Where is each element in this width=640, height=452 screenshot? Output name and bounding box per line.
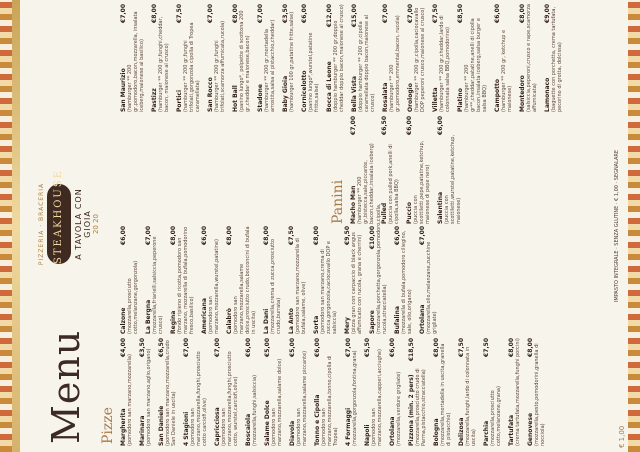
- menu-item: [158, 338, 177, 446]
- menu-item-row: [257, 4, 264, 112]
- menu-item-price: €8,50: [457, 4, 464, 23]
- menu-item-price: €7,50: [458, 338, 465, 357]
- menu-item-row: [381, 116, 388, 224]
- menu-item-description: (puccia con scottiletti,pepe,patatine,ketchup, maionese di pepe nero): [413, 140, 431, 224]
- menu-item-description: (hamburger ** 200 gr,funghi trifolati,scamorza affumicata,rucola): [214, 20, 226, 112]
- menu-item-price: €8,00: [508, 338, 515, 357]
- menu-item: [458, 338, 477, 446]
- menu-item: [301, 4, 320, 112]
- menu-item-name: Pizzona (min. 2 pers): [408, 374, 415, 446]
- menu-item-price: €8,00: [263, 226, 270, 245]
- menu-item-price: €6,00: [201, 226, 208, 245]
- menu-item: [245, 338, 258, 446]
- menu-item-price: €8,00: [519, 4, 526, 23]
- menu-item-description: (pomodoro san marzano,crema di zucca,gorgonzola,caciocavallo DOP e salsiccia): [320, 240, 338, 334]
- menu-item-price: €6,00: [314, 338, 321, 357]
- menu-item-description: (mozzarella,prosciutto cotto,melanzane,gorgonzola): [127, 260, 139, 334]
- menu-item-price: €7,00: [214, 338, 221, 357]
- column-burgers: [120, 4, 569, 112]
- menu-item-name: Stadone: [257, 84, 264, 112]
- menu-item-description: (mozzarella di bufala,pomodoro ciliegino, sale, olio,origano): [401, 230, 413, 334]
- menu-item: [201, 226, 220, 334]
- menu-item: [263, 226, 282, 334]
- menu-item-name: Platino: [457, 88, 464, 112]
- tile-border-bottom: [628, 0, 640, 452]
- menu-item: [264, 338, 283, 446]
- menu-item-name: Salentina: [437, 191, 444, 224]
- footer-note: IMPASTO INTEGRALE · SENZA GLUTINE · € 1,00 · SEGNALARE: [614, 149, 620, 303]
- menu-item-name: Montedoro: [519, 75, 526, 112]
- menu-item-price: €3,50: [139, 338, 146, 357]
- menu-item-name: Villetta: [432, 87, 439, 112]
- menu-item-description: (mozzarella,pesto,pomodorini,granella di nocciola): [534, 343, 546, 446]
- menu-item-name: San Rocco: [207, 77, 214, 112]
- menu-item-row: [183, 338, 190, 446]
- menu-item: [406, 116, 431, 224]
- menu-item-price: €9,50: [344, 226, 351, 245]
- menu-item: [544, 4, 563, 112]
- menu-item: [139, 338, 152, 446]
- gold-bar: [12, 0, 20, 452]
- menu-item-price: €6,00: [301, 4, 308, 23]
- menu-item-row: [158, 338, 165, 446]
- menu-item-description: (mozzarella,funghi,salsiccia): [252, 374, 258, 446]
- menu-item-description: (mozzarella,prosciutto crudo di Parma,pistacchio,stracciatella): [415, 368, 427, 446]
- menu-item-row: [494, 4, 501, 112]
- menu-item-row: [483, 338, 490, 446]
- menu-item-description: (pomodoro san marzano,mozzarella,salame dolce): [271, 358, 283, 446]
- menu-item-row: [508, 338, 515, 446]
- menu-item-price: €7,00: [419, 226, 426, 245]
- menu-item-price: €8,00: [151, 4, 158, 23]
- menu-item: [408, 338, 427, 446]
- menu-item-price: €7,00: [207, 4, 214, 23]
- menu-item: [288, 226, 307, 334]
- menu-item-price: €7,00: [407, 4, 414, 23]
- menu-item-description: (pomodoro san marzano,mozzarella,salame piccante): [296, 350, 308, 446]
- menu-item-price: €8,00: [433, 338, 440, 357]
- menu-item-name: Bologna: [433, 418, 440, 446]
- menu-item-description: (puccia con pulled pork,anelli di cipolla,salsa BBQ): [388, 144, 400, 224]
- menu-item: [519, 4, 538, 112]
- menu-item-price: €6,00: [437, 116, 444, 135]
- column-panini: [350, 116, 468, 224]
- menu-item-description: (hamburger ** 200 gr, ketchup e maionese): [501, 29, 513, 112]
- menu-item-name: Campotto: [494, 79, 501, 112]
- column-pizze-1: [120, 338, 552, 446]
- menu-item-description: (mozzarella,mortadella in uscita,granella di pistacchio): [440, 343, 452, 446]
- menu-item-name: 4 Formaggi: [345, 407, 352, 446]
- menu-item-price: €3,50: [282, 4, 289, 23]
- menu-item-description: (pomodoro san marzano,mozzarella,capperi,acciughe): [371, 349, 383, 446]
- menu-item-row: [433, 338, 440, 446]
- menu-item-description: (hamburger ** 200 gr**,cheddar,patatine,anelli di cipolla bacon,insalata iceberg,salsa burger e salsa BBQ): [464, 18, 488, 112]
- brand-name: STEAKHOUSE: [47, 184, 71, 264]
- menu-item-name: Ortolana: [419, 304, 426, 334]
- menu-item: [282, 4, 295, 112]
- menu-item-price: €8,00: [226, 226, 233, 245]
- menu-item-row: [226, 226, 233, 334]
- menu-item-description: (baguette con porchetta, crema tartufata, pecorino di grotta, dolcissa): [551, 6, 563, 112]
- brand-logo: [38, 168, 118, 274]
- menu-item-name: Bella Vista: [351, 76, 358, 112]
- menu-item: [432, 4, 451, 112]
- menu-item-row: [282, 4, 289, 112]
- menu-item: [508, 338, 521, 446]
- menu-item-name: Baby Gioia: [282, 75, 289, 112]
- menu-item-name: San Maurizio: [120, 68, 127, 112]
- menu-item-description: (hamburger ** 200 gr,funghi,cheddar, bacon, maionese al crusco): [158, 16, 170, 112]
- menu-item-price: €8,00: [313, 226, 320, 245]
- menu-item-row: [232, 4, 239, 112]
- menu-item: [120, 226, 139, 334]
- menu-item-description: (fondo ripieno di ricotta,pomodoro san marzano, mozzarella di bufala,pomodorino fresco,basilico): [177, 226, 195, 334]
- menu-item-price: €18,50: [408, 338, 415, 362]
- menu-item-description: (mozzarella,verdure grigliate): [396, 371, 402, 446]
- menu-item-name: Pastizz: [151, 88, 158, 112]
- menu-item: [407, 4, 426, 112]
- brand-top: PIZZERIA · BRACERIA: [38, 182, 45, 266]
- menu-item-price: €12,00: [326, 4, 333, 28]
- menu-item-description: (panino lungo*,wurstel,patatine fritte,salse): [308, 32, 320, 112]
- menu-item-price: €6,00: [394, 226, 401, 245]
- menu-item-name: La Bergna: [145, 299, 152, 334]
- menu-item-price: €7,00: [350, 116, 357, 135]
- menu-item: [382, 4, 401, 112]
- menu-item-name: Boscaiola: [245, 413, 252, 446]
- menu-item-description: (mozzarella,friarielli,salsiccia,peperone crusco): [152, 236, 164, 334]
- menu-item-row: [120, 4, 127, 112]
- menu-item-row: [288, 226, 295, 334]
- menu-item-description: (puccia con scottiletti,wurstel,patatine,ketchup, maionese): [444, 134, 462, 224]
- menu-item-name: Margherita: [120, 408, 127, 446]
- menu-item: [314, 338, 339, 446]
- menu-item-description: (hamburger ** 200 gr,bistecca,sale,piccante, bacon,cheddar,insalata iceberg): [357, 143, 375, 224]
- menu-item-description: (pomodoro san marzano,mozzarella,funghi,prosciutto cotto carciofi,olive): [190, 351, 208, 446]
- menu-title: Menu: [44, 329, 88, 444]
- menu-item-price: €6,00: [245, 338, 252, 357]
- menu-item-row: [544, 4, 551, 112]
- menu-item: [344, 226, 363, 334]
- menu-item-row: [369, 226, 376, 334]
- menu-item-description: (pomodoro san marzano,mozzarella,funghi,prosciutto cotto, wurstel,carciofi,olive): [221, 351, 239, 446]
- menu-item-name: Pulled: [381, 202, 388, 224]
- menu-item-name: Rosalata: [382, 82, 389, 112]
- menu-item-description: (panino lungo*, polpette di scottona 200 gr,cheddar e maionese,bacon): [239, 10, 251, 112]
- menu-item: [257, 4, 276, 112]
- menu-item: [170, 226, 195, 334]
- menu-item-name: Parchia: [483, 420, 490, 446]
- menu-item-name: Genovese: [527, 412, 534, 446]
- menu-item-row: [314, 338, 321, 446]
- menu-item-description: (pomodoro san marzano,mozzarella,tonno,cipolla di Tropea): [321, 355, 339, 446]
- menu-item-description: (pomodoro san marzano,mozzarella di bufala,salame, olive): [295, 237, 307, 334]
- menu-item-price: €7,00: [382, 4, 389, 23]
- menu-item-row: [326, 4, 333, 112]
- menu-item: [313, 226, 338, 334]
- menu-item-description: (hamburger ** 200 gr,pomodoro,emmental,bacon, rucola): [389, 15, 401, 112]
- menu-item-description: (salsiccia,peperoni,crusco e rape,scamorza affumicata): [526, 4, 538, 112]
- menu-item-price: €6,50: [158, 338, 165, 357]
- menu-item-name: Bocca di Leone: [326, 61, 333, 112]
- menu-item-row: [350, 116, 357, 224]
- menu-item: [433, 338, 452, 446]
- menu-item-row: [170, 226, 177, 334]
- menu-item-price: €6,00: [389, 338, 396, 357]
- tile-border-top: [0, 0, 12, 452]
- menu-item: [350, 116, 375, 224]
- menu-item-name: Capricciosa: [214, 407, 221, 446]
- menu-item-row: [407, 4, 414, 112]
- menu-item-name: 4 Stagioni: [183, 411, 190, 446]
- menu-item-row: [207, 4, 214, 112]
- menu-item-price: €6,00: [120, 226, 127, 245]
- menu-item-description: (hamburger ** 200 gr,cheddar,lardo di colonnata salsa BBQ,pomodorino): [439, 15, 451, 112]
- menu-item: [120, 338, 133, 446]
- section-pizze: Pizze: [100, 407, 116, 444]
- menu-item: [214, 338, 239, 446]
- menu-item-name: La Anto: [288, 308, 295, 334]
- menu-item: [232, 4, 251, 112]
- menu-item-row: [263, 226, 270, 334]
- menu-item-price: €9,00: [544, 4, 551, 23]
- menu-item-name: Salame Dolce: [264, 400, 271, 446]
- menu-item-name: Portici: [176, 89, 183, 112]
- menu-item-row: [382, 4, 389, 112]
- menu-item-row: [345, 338, 352, 446]
- menu-item: [145, 226, 164, 334]
- menu-item-price: €10,00: [369, 226, 376, 250]
- menu-item-price: €7,50: [483, 338, 490, 357]
- menu-item-price: €5,50: [364, 338, 371, 357]
- menu-item-price: €8,00: [232, 4, 239, 23]
- menu-item-name: Americana: [201, 298, 208, 334]
- menu-item: [457, 4, 488, 112]
- menu-item-description: (mozzarella,porchetta,gorgonzola,pomodoro,cipolla, rucola,stracciatella): [376, 203, 388, 334]
- menu-item-price: €7,00: [257, 4, 264, 23]
- menu-item-description: (hamburger ** 200 gr,funghi trifolati,gorgonzola cipolla di Tropea caramellata): [183, 22, 201, 112]
- menu-item-row: [364, 338, 371, 446]
- menu-item-row: [419, 226, 426, 334]
- menu-item-name: Bufalina: [394, 306, 401, 334]
- brand-year: 20 20: [92, 213, 100, 235]
- menu-item-row: [519, 4, 526, 112]
- menu-item-price: €15,00: [351, 4, 358, 28]
- menu-item-price: €7,50: [176, 4, 183, 23]
- menu-item-price: €8,00: [527, 338, 534, 357]
- menu-item-description: (hamburger ** 200 gr,mortadella arrostita,salsa al pistacchio,cheddar): [264, 19, 276, 112]
- menu-item-price: €6,00: [494, 4, 501, 23]
- menu-item-name: Sorta: [313, 315, 320, 334]
- menu-item-row: [289, 338, 296, 446]
- menu-item-row: [437, 116, 444, 224]
- menu-item-description: (pizza gran con carpaccio di black angus affumicato con rucola, grana e cherrini): [351, 232, 363, 334]
- menu-item-row: [394, 226, 401, 334]
- menu-item-description: (mozzarella,funghi,lardo di colonnata in uscita): [465, 346, 477, 446]
- menu-item-row: [214, 338, 221, 446]
- menu-item-row: [457, 4, 464, 112]
- menu-item-description: (hamburger ** 200 gr,cipolla,caciocavallo DOP peperoni crusco,maionese al crusco): [414, 7, 426, 112]
- brand-tagline: A TAVOLA CON GIOIA: [74, 188, 92, 260]
- menu-item: [151, 4, 170, 112]
- menu-item-row: [351, 4, 358, 112]
- menu-item: [381, 116, 400, 224]
- menu-item-price: €7,00: [145, 226, 152, 245]
- menu-item-row: [313, 226, 320, 334]
- menu-item: [483, 338, 502, 446]
- menu-item-name: Delizosa: [458, 417, 465, 446]
- menu-header: [22, 0, 112, 452]
- menu-item-row: [458, 338, 465, 446]
- menu-item-description: (mozzarella,olio,melanzane,zucchine grigliate): [426, 241, 438, 334]
- menu-item-name: Tartufata: [508, 414, 515, 446]
- footer-price: € 1,00: [618, 425, 626, 448]
- menu-item: [207, 4, 226, 112]
- menu-item-name: Lamonaco: [544, 77, 551, 112]
- menu-item-name: San Daniele: [158, 405, 165, 446]
- menu-item: [389, 338, 402, 446]
- menu-item-name: Macho Man: [350, 185, 357, 224]
- menu-item: [351, 4, 376, 112]
- menu-item: [345, 338, 358, 446]
- menu-item-name: Cornicelotto: [301, 70, 308, 112]
- menu-item-name: Diavola: [289, 420, 296, 446]
- menu-item-description: (doppio hamburger ** 200 gr,doppio cheddar doppio bacon,maionese al crusco): [333, 4, 345, 112]
- menu-item-row: [151, 4, 158, 112]
- menu-item-price: €5,00: [289, 338, 296, 357]
- section-panini: Panini: [330, 179, 346, 224]
- menu-item: [226, 226, 257, 334]
- menu-item-name: Tonno e Cipolla: [314, 394, 321, 446]
- menu-item-row: [120, 226, 127, 334]
- menu-item-row: [389, 338, 396, 446]
- menu-item: [176, 4, 201, 112]
- menu-item-price: €4,00: [120, 338, 127, 357]
- menu-item-price: €6,00: [406, 116, 413, 135]
- menu-item-row: [176, 4, 183, 112]
- menu-item-row: [139, 338, 146, 446]
- menu-item-price: €6,50: [381, 116, 388, 135]
- menu-item-price: €7,00: [120, 4, 127, 23]
- menu-item: [419, 226, 438, 334]
- menu-item-name: Marinara: [139, 415, 146, 446]
- menu-item-description: (hamburger 100 gr,patatine fritte,salse): [289, 11, 295, 112]
- menu-item-row: [301, 4, 308, 112]
- menu-item: [437, 116, 462, 224]
- menu-item-price: €7,50: [288, 226, 295, 245]
- menu-item-price: €8,00: [170, 226, 177, 245]
- menu-item: [289, 338, 308, 446]
- menu-item-row: [527, 338, 534, 446]
- menu-item-row: [344, 226, 351, 334]
- menu-item-row: [264, 338, 271, 446]
- menu-item-description: (crema tartufata,mozzarella,funghi porcini): [515, 338, 521, 446]
- menu-item-description: (pomodoro san marzano,aglio,origano): [146, 348, 152, 446]
- menu-item-name: Calabrò: [226, 308, 233, 334]
- menu-item-name: Napoli: [364, 424, 371, 446]
- menu-item-price: €5,00: [264, 338, 271, 357]
- menu-item-description: (pomodoro san marzano,mozzarella): [127, 354, 133, 446]
- menu-item: [364, 338, 383, 446]
- menu-item: [120, 4, 145, 112]
- menu-item-name: Mery: [344, 317, 351, 334]
- menu-item-name: Orologio: [407, 83, 414, 112]
- menu-item-name: Puccio: [406, 202, 413, 224]
- menu-item-row: [145, 226, 152, 334]
- menu-item-name: Calzone: [120, 307, 127, 334]
- menu-item-name: Hot Ball: [232, 85, 239, 112]
- menu-item-description: (pomodoro san marzano,mozzarella,wurstel,patatine): [208, 239, 220, 334]
- menu-item-price: €7,50: [432, 4, 439, 23]
- menu-item: [326, 4, 345, 112]
- menu-item-row: [406, 116, 413, 224]
- menu-item-name: Ortolana: [389, 416, 396, 446]
- menu-item-description: (pomodoro san marzano,mozzarella,salame dolce,prosciutto crudo,bocconcini di bufala in uscita): [233, 226, 257, 334]
- menu-item-row: [120, 338, 127, 446]
- menu-item-description: (mozzarella,prosciutto cotto,melanzane,grana): [490, 386, 502, 446]
- menu-item-name: La Dani: [263, 308, 270, 334]
- menu-item-description: (mozzarella,crema di zucca,prosciutto crudo,burrata): [270, 238, 282, 334]
- menu-item-row: [245, 338, 252, 446]
- menu-item-price: €7,00: [345, 338, 352, 357]
- menu-item-description: (mozzarella,gorgonzola,fontina,grana): [352, 350, 358, 446]
- menu-item-name: Regina: [170, 310, 177, 334]
- menu-item-row: [201, 226, 208, 334]
- menu-item: [183, 338, 208, 446]
- menu-item-description: (doppio hamburger ** 200 gr,cipolla caramellata doppio bacon,maionese al crusco): [358, 14, 376, 112]
- menu-item: [394, 226, 413, 334]
- menu-item: [494, 4, 513, 112]
- menu-item-name: Sapore: [369, 310, 376, 334]
- menu-item-description: (pomodoro san marzano,mozzarella,crudo San Daniele in uscita): [165, 340, 177, 446]
- menu-item-row: [408, 338, 415, 446]
- menu-item-row: [432, 4, 439, 112]
- menu-item: [527, 338, 546, 446]
- menu-item-price: €7,00: [183, 338, 190, 357]
- menu-item-description: (hamburger ** 200 gr,pomodoro,bacon,mozzarella, insalata iceberg,maionese al basilico): [127, 11, 145, 112]
